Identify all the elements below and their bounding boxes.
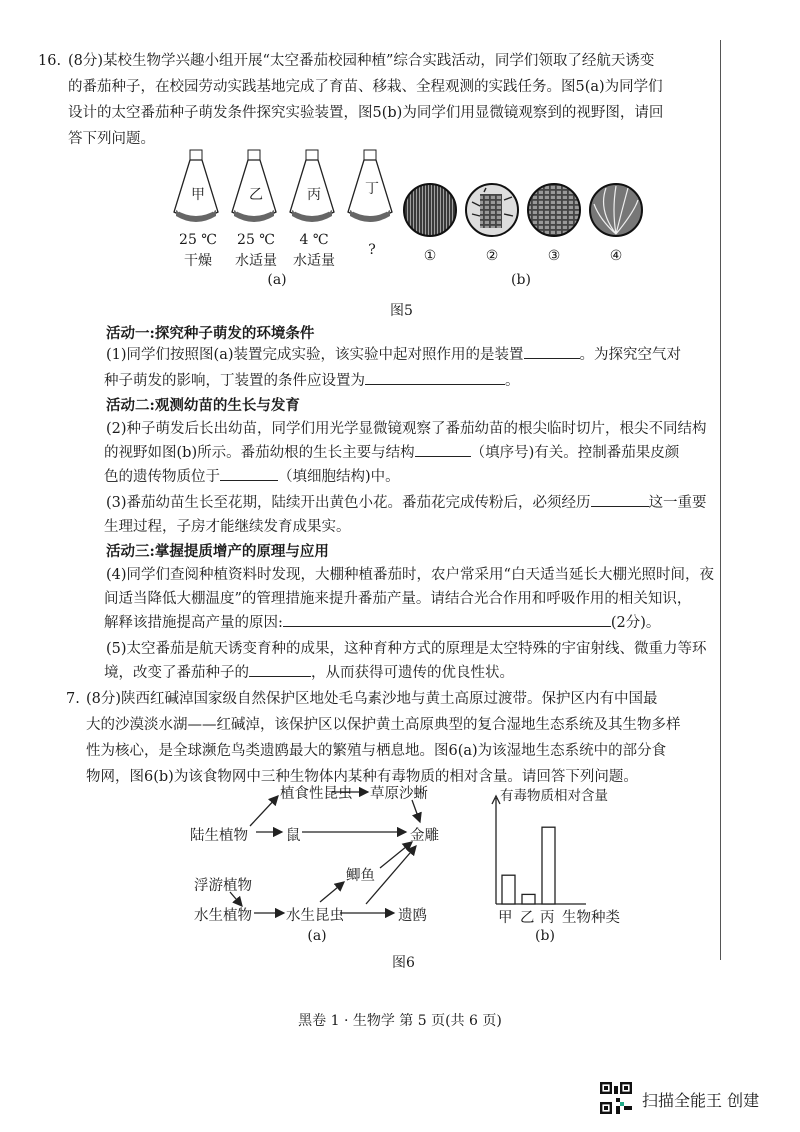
micrograph-2 [466,184,518,236]
node-water-plant: 水生植物 [194,908,252,924]
fig5b-micrographs [400,180,650,244]
micrograph-1 [404,184,456,236]
q16-sub2-text-d: （填细胞结构)中。 [278,469,400,485]
toxin-bar-chart [486,792,590,908]
flask-label-ding: 丁 [365,181,379,197]
node-plankton: 浮游植物 [194,878,252,894]
chart-xtick-bing: 丙 [540,910,555,926]
answer-blank-structure[interactable] [415,442,471,457]
q16-sub1-text-b: 。为探究空气对 [579,347,681,363]
q17-number: 7. [66,691,80,707]
q16-sub3-line1 [106,490,710,516]
q16-sub2-line1: (2)种子萌发后长出幼苗，同学们用光学显微镜观察了番茄幼苗的根尖临时切片，根尖不同结构 [106,421,707,437]
qr-code-icon [600,1082,632,1114]
q16-sub1-text-a: (1)同学们按照图(a)装置完成实验，该实验中起对照作用的是装置 [106,347,524,363]
chart-xlabel: 生物种类 [562,910,620,926]
page-footer: 黑卷 1 · 生物学 第 5 页(共 6 页) [298,1013,502,1029]
q16-sub1-line2 [104,368,708,394]
q16-sub4-text-b: (2分)。 [610,615,661,631]
q16-intro-line-1: (8分)某校生物学兴趣小组开展“太空番茄校园种植”综合实践活动，同学们领取了经航天诱变 [68,53,655,69]
q16-sub3-text-a: (3)番茄幼苗生长至花期，陆续开出黄色小花。番茄花完成传粉后，必须经历 [106,495,591,511]
chart-xtick-jia: 甲 [498,910,513,926]
q16-sub4-text-a: 解释该措施提高产量的原因: [104,615,283,631]
node-rat: 鼠 [286,828,301,844]
q16-sub2-line3 [104,464,708,490]
q16-sub1-line1 [106,342,710,368]
q16-sub1-text-d: 。 [505,373,520,389]
q17-intro-line-1: (8分)陕西红碱淖国家级自然保护区地处毛乌素沙地与黄土高原过渡带。保护区内有中国最 [86,691,658,707]
activity1-heading: 活动一:探究种子萌发的环境条件 [106,325,315,342]
q16-number: 16. [38,53,62,69]
fig5a-caption: (a) [267,272,287,288]
q17-intro [66,686,708,790]
q16-sub5-text-b: ，从而获得可遗传的优良性状。 [311,665,514,681]
q16-sub5-line1: (5)太空番茄是航天诱变育种的成果，这种育种方式的原理是太空特殊的宇宙射线、微重力等环 [106,641,707,657]
q16-intro-line-4: 答下列问题。 [68,131,155,147]
q16-sub5-text-a: 境，改变了番茄种子的 [104,665,249,681]
q16-sub2-text-a: 的视野如图(b)所示。番茄幼根的生长主要与结构 [104,445,415,461]
q16-intro-line-3: 设计的太空番茄种子萌发条件探究实验装置，图5(b)为同学们用显微镜观察到的视野图，请回 [68,105,664,121]
q16-sub4-line1: (4)同学们查阅种植资料时发现，大棚种植番茄时，农户常采用“白天适当延长大棚光照时间，夜 [106,567,714,583]
node-relict-gull: 遗鸥 [398,908,427,924]
figure6-title: 图6 [392,955,415,971]
answer-blank-process[interactable] [591,492,649,507]
bar-甲 [502,875,515,904]
micrograph-3 [528,184,580,236]
figure5-title: 图5 [390,303,413,319]
flask-temp-jia: 25 ℃ [179,232,217,248]
bar-丙 [542,827,555,904]
answer-blank-ding-condition[interactable] [365,370,505,385]
micrograph-label-3: ③ [547,248,561,264]
activity3-heading: 活动三:掌握提质增产的原理与应用 [106,543,329,560]
micrograph-label-4: ④ [609,248,623,264]
flask-cond-ding: ? [368,242,376,258]
q16-sub4-line2: 间适当降低大棚温度”的管理措施来提升番茄产量。请结合光合作用和呼吸作用的相关知识， [104,591,692,607]
q16-sub2-text-b: （填序号)有关。控制番茄果皮颜 [470,445,680,461]
flask-temp-bing: 4 ℃ [299,232,329,248]
fig6a-caption: (a) [307,928,327,944]
bar-乙 [522,894,535,904]
q16-sub2-line2 [104,440,708,466]
chart-xtick-yi: 乙 [520,910,535,926]
flask-cond-jia: 干燥 [184,253,212,269]
node-crucian: 鲫鱼 [346,868,375,884]
node-golden-eagle: 金雕 [410,828,439,844]
flask-label-yi: 乙 [249,187,263,203]
node-herbivorous-insect: 植食性昆虫 [280,786,353,802]
q17-intro-line-3: 性为核心，是全球濒危鸟类遗鸥最大的繁殖与栖息地。图6(a)为该湿地生态系统中的部分食 [86,743,667,759]
fig6b-caption: (b) [535,928,555,944]
node-lizard: 草原沙蜥 [370,786,428,802]
micrograph-label-2: ② [485,248,499,264]
activity2-heading: 活动二:观测幼苗的生长与发育 [106,397,300,414]
q16-sub5-line2 [104,660,708,686]
answer-blank-genetic-material[interactable] [249,662,311,677]
q16-intro [38,48,708,152]
q16-sub3-line2: 生理过程，子房才能继续发育成果实。 [104,519,351,535]
q16-sub1-text-c: 种子萌发的影响，丁装置的条件应设置为 [104,373,365,389]
answer-blank-control[interactable] [524,344,580,359]
chart-ylabel: 有毒物质相对含量 [500,788,608,804]
micrograph-4 [590,184,642,236]
flask-cond-yi: 水适量 [235,253,277,269]
flask-label-bing: 丙 [307,187,321,203]
flask-temp-yi: 25 ℃ [237,232,275,248]
scanner-watermark: 扫描全能王 创建 [642,1091,760,1110]
q17-intro-line-2: 大的沙漠淡水湖——红碱淖，该保护区以保护黄土高原典型的复合湿地生态系统及其生物多样 [86,717,681,733]
q16-sub4-line3 [104,610,708,636]
fig5b-caption: (b) [511,272,531,288]
micrograph-label-1: ① [423,248,437,264]
answer-blank-reason[interactable] [283,612,611,627]
node-water-insect: 水生昆虫 [286,908,344,924]
q16-intro-line-2: 的番茄种子，在校园劳动实践基地完成了育苗、移栽、全程观测的实践任务。图5(a)为同学们 [68,79,663,95]
q17-intro-line-4: 物网，图6(b)为该食物网中三种生物体内某种有毒物质的相对含量。请回答下列问题。 [86,769,638,785]
q16-sub2-text-c: 色的遗传物质位于 [104,469,220,485]
flask-cond-bing: 水适量 [293,253,335,269]
node-land-plant: 陆生植物 [190,828,248,844]
flask-label-jia: 甲 [191,187,205,203]
margin-rule [720,40,721,960]
answer-blank-cell-structure[interactable] [220,466,278,481]
q16-sub3-text-b: 这一重要 [648,495,707,511]
